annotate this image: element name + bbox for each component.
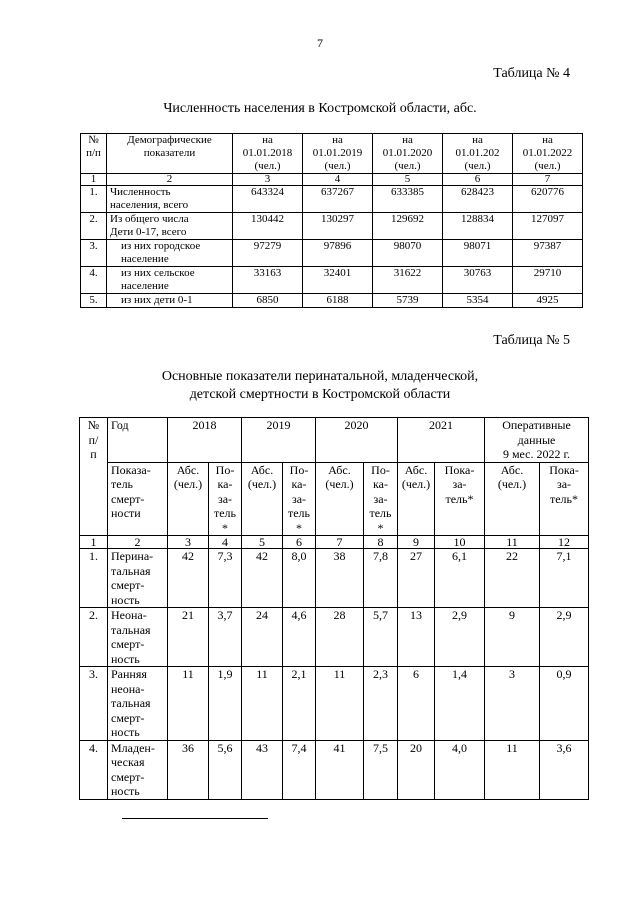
- cell-value: 11: [168, 667, 209, 741]
- header-abs: Абс. (чел.): [242, 462, 283, 536]
- table-row: [81, 186, 583, 213]
- cell-value: 29710: [513, 267, 583, 294]
- col-number: 9: [398, 536, 435, 549]
- header-rate: Пока- за- тель*: [540, 462, 589, 536]
- row-label: Ранняя неона- тальная смерт- ность: [108, 667, 168, 741]
- cell-value: 98070: [373, 240, 443, 267]
- cell-value: 7,3: [209, 549, 242, 608]
- cell-value: 24: [242, 608, 283, 667]
- row-no: 5.: [81, 294, 107, 308]
- cell-value: 1,9: [209, 667, 242, 741]
- header-year-2018: 2018: [168, 418, 242, 463]
- population-table: [80, 133, 583, 308]
- cell-value: 97279: [233, 240, 303, 267]
- cell-value: 42: [242, 549, 283, 608]
- row-label: Перина- тальная смерт- ность: [108, 549, 168, 608]
- cell-value: 11: [316, 667, 364, 741]
- row-no: 1.: [80, 549, 108, 608]
- row-no: 2.: [81, 213, 107, 240]
- cell-value: 643324: [233, 186, 303, 213]
- col-number: 2: [107, 174, 233, 186]
- row-no: 4.: [80, 740, 108, 799]
- cell-value: 27: [398, 549, 435, 608]
- table-header-row: [81, 134, 583, 174]
- cell-value: 42: [168, 549, 209, 608]
- cell-value: 2,3: [364, 667, 398, 741]
- cell-value: 20: [398, 740, 435, 799]
- cell-value: 38: [316, 549, 364, 608]
- row-no: 2.: [80, 608, 108, 667]
- cell-value: 7,5: [364, 740, 398, 799]
- table-header-row: [80, 418, 589, 463]
- header-no: № п/ п: [80, 418, 108, 536]
- table-row: [81, 267, 583, 294]
- cell-value: 41: [316, 740, 364, 799]
- col-number: 5: [242, 536, 283, 549]
- row-no: 1.: [81, 186, 107, 213]
- cell-value: 43: [242, 740, 283, 799]
- header-operative: Оперативные данные 9 мес. 2022 г.: [485, 418, 589, 463]
- col-number: 4: [303, 174, 373, 186]
- cell-value: 5354: [443, 294, 513, 308]
- cell-value: 128834: [443, 213, 513, 240]
- cell-value: 6: [398, 667, 435, 741]
- cell-value: 2,9: [540, 608, 589, 667]
- col-number: 6: [443, 174, 513, 186]
- cell-value: 97387: [513, 240, 583, 267]
- cell-value: 5739: [373, 294, 443, 308]
- table4-title: Численность населения в Костромской области, абс.: [163, 101, 477, 116]
- header-no: № п/п: [81, 134, 107, 174]
- column-numbers-row: [81, 174, 583, 186]
- cell-value: 6,1: [435, 549, 485, 608]
- header-date-2019: на 01.01.2019 (чел.): [303, 134, 373, 174]
- header-rate: По- ка- за- тель *: [209, 462, 242, 536]
- footnote-separator: [122, 818, 268, 819]
- col-number: 2: [108, 536, 168, 549]
- cell-value: 0,9: [540, 667, 589, 741]
- cell-value: 628423: [443, 186, 513, 213]
- row-label: Из общего числа Дети 0-17, всего: [107, 213, 233, 240]
- row-label: из них дети 0-1: [107, 294, 233, 308]
- cell-value: 130442: [233, 213, 303, 240]
- header-abs: Абс. (чел.): [485, 462, 540, 536]
- row-label: Неона- тальная смерт- ность: [108, 608, 168, 667]
- col-number: 4: [209, 536, 242, 549]
- col-number: 3: [168, 536, 209, 549]
- row-no: 3.: [81, 240, 107, 267]
- table5-title: [0, 368, 640, 404]
- header-date-2018: на 01.01.2018 (чел.): [233, 134, 303, 174]
- cell-value: 4,0: [435, 740, 485, 799]
- cell-value: 5,6: [209, 740, 242, 799]
- cell-value: 2,9: [435, 608, 485, 667]
- cell-value: 36: [168, 740, 209, 799]
- cell-value: 11: [485, 740, 540, 799]
- col-number: 7: [513, 174, 583, 186]
- header-indicator: Демографические показатели: [107, 134, 233, 174]
- header-rate: По- ка- за- тель *: [283, 462, 316, 536]
- header-year: Год: [108, 418, 168, 463]
- header-date-2021: на 01.01.202 (чел.): [443, 134, 513, 174]
- col-number: 11: [485, 536, 540, 549]
- header-abs: Абс. (чел.): [168, 462, 209, 536]
- row-no: 4.: [81, 267, 107, 294]
- cell-value: 30763: [443, 267, 513, 294]
- cell-value: 31622: [373, 267, 443, 294]
- table5-label: Таблица № 5: [493, 333, 570, 348]
- column-numbers-row: [80, 536, 589, 549]
- col-number: 1: [81, 174, 107, 186]
- col-number: 8: [364, 536, 398, 549]
- table5-title-line: детской смертности в Костромской области: [189, 387, 451, 402]
- col-number: 3: [233, 174, 303, 186]
- cell-value: 1,4: [435, 667, 485, 741]
- cell-value: 5,7: [364, 608, 398, 667]
- header-rate: По- ка- за- тель *: [364, 462, 398, 536]
- table-row: [80, 608, 589, 667]
- header-rate: Пока- за- тель*: [435, 462, 485, 536]
- header-year-2021: 2021: [398, 418, 485, 463]
- header-year-2020: 2020: [316, 418, 398, 463]
- cell-value: 13: [398, 608, 435, 667]
- table4-label: Таблица № 4: [493, 66, 570, 81]
- cell-value: 9: [485, 608, 540, 667]
- cell-value: 98071: [443, 240, 513, 267]
- cell-value: 33163: [233, 267, 303, 294]
- table-row: [81, 213, 583, 240]
- cell-value: 7,8: [364, 549, 398, 608]
- table-row: [80, 740, 589, 799]
- col-number: 1: [80, 536, 108, 549]
- col-number: 5: [373, 174, 443, 186]
- table-row: [80, 549, 589, 608]
- cell-value: 633385: [373, 186, 443, 213]
- header-abs: Абс. (чел.): [316, 462, 364, 536]
- cell-value: 3: [485, 667, 540, 741]
- cell-value: 3,6: [540, 740, 589, 799]
- cell-value: 2,1: [283, 667, 316, 741]
- cell-value: 22: [485, 549, 540, 608]
- row-label: Численность населения, всего: [107, 186, 233, 213]
- cell-value: 32401: [303, 267, 373, 294]
- table-row: [81, 294, 583, 308]
- cell-value: 3,7: [209, 608, 242, 667]
- row-label: из них городское население: [107, 240, 233, 267]
- header-abs: Абс. (чел.): [398, 462, 435, 536]
- header-year-2019: 2019: [242, 418, 316, 463]
- header-date-2022: на 01.01.2022 (чел.): [513, 134, 583, 174]
- cell-value: 28: [316, 608, 364, 667]
- cell-value: 130297: [303, 213, 373, 240]
- row-label: из них сельское население: [107, 267, 233, 294]
- cell-value: 620776: [513, 186, 583, 213]
- col-number: 7: [316, 536, 364, 549]
- header-indicator: Показа- тель смерт- ности: [108, 462, 168, 536]
- col-number: 12: [540, 536, 589, 549]
- row-no: 3.: [80, 667, 108, 741]
- cell-value: 8,0: [283, 549, 316, 608]
- cell-value: 97896: [303, 240, 373, 267]
- cell-value: 637267: [303, 186, 373, 213]
- cell-value: 7,1: [540, 549, 589, 608]
- table-row: [80, 667, 589, 741]
- cell-value: 11: [242, 667, 283, 741]
- cell-value: 21: [168, 608, 209, 667]
- cell-value: 7,4: [283, 740, 316, 799]
- page-number: 7: [317, 36, 323, 50]
- col-number: 10: [435, 536, 485, 549]
- table5-title-line: Основные показатели перинатальной, младенческой,: [161, 369, 479, 384]
- header-date-2020: на 01.01.2020 (чел.): [373, 134, 443, 174]
- table-subheader-row: [80, 462, 589, 536]
- cell-value: 129692: [373, 213, 443, 240]
- cell-value: 4,6: [283, 608, 316, 667]
- col-number: 6: [283, 536, 316, 549]
- cell-value: 4925: [513, 294, 583, 308]
- row-label: Младен- ческая смерт- ность: [108, 740, 168, 799]
- cell-value: 6850: [233, 294, 303, 308]
- cell-value: 127097: [513, 213, 583, 240]
- table-row: [81, 240, 583, 267]
- cell-value: 6188: [303, 294, 373, 308]
- mortality-table: [79, 417, 589, 800]
